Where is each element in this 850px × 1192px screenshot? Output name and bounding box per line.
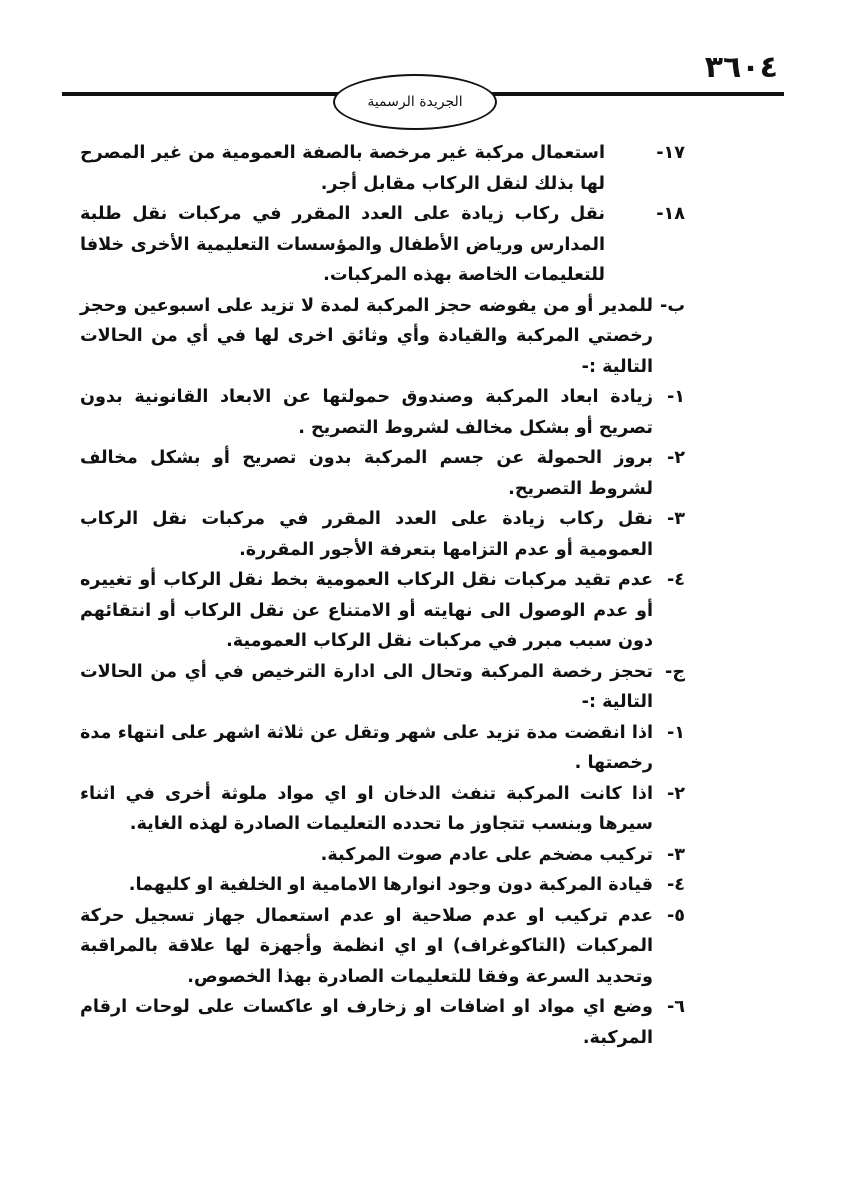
- item-number: ٣-: [666, 509, 685, 529]
- page-number: ٣٦٠٤: [704, 50, 778, 85]
- item-text: قيادة المركبة دون وجود انوارها الامامية او الخلفية او كليهما.: [128, 875, 653, 895]
- gazette-body: [80, 138, 685, 1053]
- list-item: [80, 992, 685, 1053]
- item-text: اذا كانت المركبة تنفث الدخان او اي مواد ملوثة أخرى في اثناء سيرها وبنسب تتجاوز ما تحدده التعليمات الصادرة لهذه الغاية.: [80, 783, 653, 834]
- list-item: [80, 901, 685, 993]
- section-item: [80, 657, 685, 718]
- item-number: ٤-: [666, 570, 685, 590]
- item-number: ٢-: [666, 783, 685, 804]
- item-text: زيادة ابعاد المركبة وصندوق حمولتها عن الابعاد القانونية بدون تصريح أو بشكل مخالف لشروط التصريح .: [80, 387, 653, 438]
- item-number: ٦-: [666, 997, 685, 1017]
- section-text: للمدير أو من يفوضه حجز المركبة لمدة لا تزيد على اسبوعين وحجز رخصتي المركبة والقيادة وأي وثائق اخرى لها في أي من الحالات التالية :-: [80, 295, 653, 377]
- item-number: ١-: [666, 722, 685, 743]
- list-item: [80, 718, 685, 779]
- item-number: ٢-: [666, 448, 685, 468]
- item-number: ٤-: [666, 875, 685, 895]
- item-text: اذا انقضت مدة تزيد على شهر وتقل عن ثلاثة اشهر على انتهاء مدة رخصتها .: [80, 722, 653, 773]
- list-item: [80, 443, 685, 504]
- list-item: [80, 199, 685, 291]
- list-item: [80, 565, 685, 657]
- item-text: استعمال مركبة غير مرخصة بالصفة العمومية من غير المصرح لها بذلك لنقل الركاب مقابل أجر.: [80, 143, 605, 194]
- list-item: [80, 779, 685, 840]
- gazette-title-badge: [333, 74, 497, 130]
- item-text: نقل ركاب زيادة على العدد المقرر في مركبات نقل طلبة المدارس ورياض الأطفال والمؤسسات التعليمية الأخرى خلافا للتعليمات الخاصة بهذه المركبات.: [80, 204, 605, 285]
- section-letter: ج-: [665, 661, 685, 682]
- item-text: عدم تقيد مركبات نقل الركاب العمومية بخط نقل الركاب أو تغييره أو عدم الوصول الى نهايته أو الامتناع عن نقل الركاب أو انتقائهم دون سبب مبرر في مركبات نقل الركاب العمومية.: [80, 570, 653, 651]
- item-text: نقل ركاب زيادة على العدد المقرر في مركبات نقل الركاب العمومية أو عدم التزامها بتعرفة الأجور المقررة.: [80, 509, 653, 560]
- list-item: [80, 382, 685, 443]
- item-number: ١٨-: [656, 204, 685, 224]
- item-text: تركيب مضخم على عادم صوت المركبة.: [320, 844, 653, 865]
- item-number: ١-: [666, 387, 685, 407]
- list-item: [80, 138, 685, 199]
- section-item: [80, 291, 685, 383]
- list-item: [80, 840, 685, 871]
- item-text: عدم تركيب او عدم صلاحية او عدم استعمال جهاز تسجيل حركة المركبات (التاكوغراف) او اي انظمة وأجهزة لها علاقة بالمراقبة وتحديد السرعة وفقا للتعليمات الصادرة بهذا الخصوص.: [80, 905, 653, 987]
- list-item: [80, 504, 685, 565]
- item-number: ٥-: [666, 905, 685, 926]
- section-text: تحجز رخصة المركبة وتحال الى ادارة الترخيص في أي من الحالات التالية :-: [80, 661, 653, 712]
- list-item: [80, 870, 685, 901]
- item-number: ٣-: [666, 844, 685, 865]
- gazette-title: الجريدة الرسمية: [367, 94, 463, 110]
- item-text: وضع اي مواد او اضافات او زخارف او عاكسات على لوحات ارقام المركبة.: [80, 997, 653, 1048]
- section-letter: ب-: [660, 295, 685, 316]
- item-number: ١٧-: [656, 143, 685, 163]
- item-text: بروز الحمولة عن جسم المركبة بدون تصريح أو بشكل مخالف لشروط التصريح.: [80, 448, 653, 499]
